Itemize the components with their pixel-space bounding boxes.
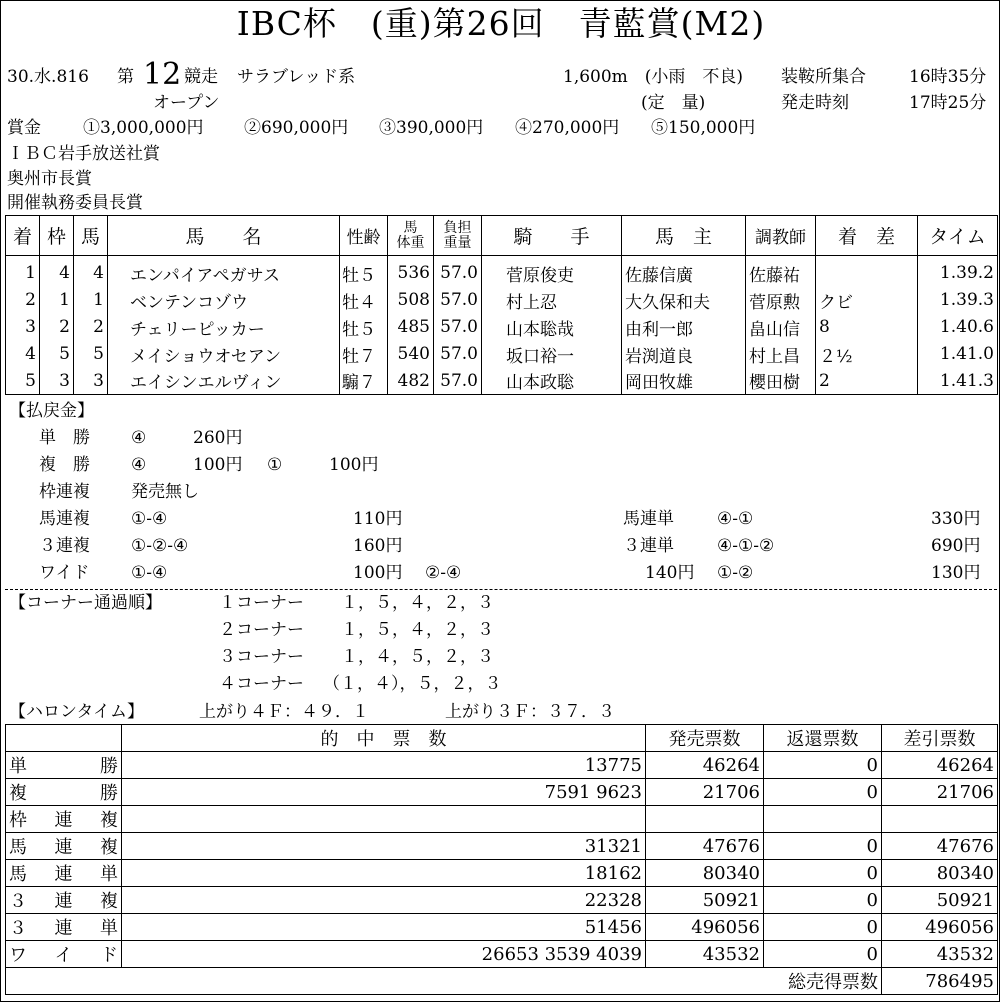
corner-3-order: １，４，５，２，３ [341, 647, 494, 667]
ticket-type [6, 941, 122, 968]
result-time: 1.41.0 [918, 341, 998, 368]
ticket-type-char: 複 [100, 810, 118, 831]
sanren-fuku-label: ３連複 [39, 536, 90, 556]
result-row [6, 256, 998, 287]
ticket-sold: 80340 [646, 860, 764, 887]
result-row [6, 341, 998, 368]
total-value: 786495 [882, 968, 998, 995]
result-horse-name: チェリーピッカー [108, 314, 340, 341]
ticket-net: 46264 [882, 752, 998, 779]
ticket-refund [764, 806, 882, 833]
payout-heading: 【払戻金】 [9, 401, 94, 421]
result-trainer: 櫻田樹 [746, 368, 816, 395]
ticket-type-char: 複 [100, 837, 118, 858]
ticket-type-char: 枠 [9, 810, 27, 831]
fukusho-combo-2: ① [267, 455, 283, 475]
ticket-type-char: イ [54, 945, 73, 966]
award-2: 奥州市長賞 [7, 169, 92, 189]
result-bracket: 1 [40, 287, 74, 314]
umaren-fuku-combo: ①-④ [131, 509, 168, 529]
ticket-type-char: 馬 [9, 864, 27, 885]
ticket-type [6, 887, 122, 914]
col-owner: 馬 主 [622, 216, 746, 256]
corner-3-label: ３コーナー [219, 647, 304, 667]
ticket-type-char: 連 [54, 837, 73, 858]
race-word-after: 競走 [184, 67, 218, 87]
ticket-type [6, 752, 122, 779]
wide-combo-3: ①-② [717, 563, 754, 583]
result-sex-age: 牡４ [340, 287, 388, 314]
result-horse-no: 4 [74, 256, 108, 287]
race-date: 30.水.816 [7, 67, 89, 87]
fukusho-amount-1: 100円 [193, 455, 243, 475]
ticket-sold: 47676 [646, 833, 764, 860]
col-margin: 着 差 [816, 216, 918, 256]
post-time: 17時25分 [909, 93, 987, 113]
race-word-before: 第 [117, 67, 134, 87]
ticket-hits: 26653 3539 4039 [122, 941, 646, 968]
ticket-hits: 18162 [122, 860, 646, 887]
prize-4: ④270,000円 [515, 118, 620, 138]
result-body-weight: 536 [388, 256, 434, 287]
ticket-type-char: ３ [9, 918, 27, 939]
ticket-refund: 0 [764, 941, 882, 968]
ticket-hits [122, 806, 646, 833]
ticket-type-char: 勝 [100, 756, 118, 777]
wakuren-label: 枠連複 [39, 482, 90, 502]
halon-last4f: 上がり４Ｆ：４９．１ [199, 702, 369, 722]
result-owner: 由利一郎 [622, 314, 746, 341]
result-trainer: 佐藤祐 [746, 256, 816, 287]
result-carried-weight: 57.0 [434, 287, 482, 314]
ticket-row [6, 860, 998, 887]
result-horse-no: 2 [74, 314, 108, 341]
ticket-refund-header: 返還票数 [764, 725, 882, 752]
ticket-row [6, 941, 998, 968]
wide-amount-3: 130円 [931, 563, 981, 583]
ticket-sold-header: 発売票数 [646, 725, 764, 752]
wakuren-note: 発売無し [131, 482, 199, 502]
ticket-net: 50921 [882, 887, 998, 914]
ticket-hits: 31321 [122, 833, 646, 860]
assembly-time: 16時35分 [909, 67, 987, 87]
prize-1: ①3,000,000円 [83, 118, 204, 138]
result-finish: 5 [6, 368, 40, 395]
ticket-hits: 13775 [122, 752, 646, 779]
ticket-refund: 0 [764, 887, 882, 914]
result-horse-name: メイショウオセアン [108, 341, 340, 368]
result-body-weight: 482 [388, 368, 434, 395]
distance-weather: 1,600m (小雨 不良) [563, 67, 744, 87]
result-sex-age: 騸７ [340, 368, 388, 395]
ticket-net-header: 差引票数 [882, 725, 998, 752]
ticket-type-char: 連 [54, 918, 73, 939]
ticket-type [6, 860, 122, 887]
weight-rule: (定 量) [641, 93, 706, 113]
ticket-type [6, 833, 122, 860]
corner-1-order: １，５，４，２，３ [341, 593, 494, 613]
result-time: 1.39.2 [918, 256, 998, 287]
ticket-net: 496056 [882, 914, 998, 941]
result-time: 1.39.3 [918, 287, 998, 314]
col-bracket: 枠 [40, 216, 74, 256]
result-row [6, 287, 998, 314]
sanren-fuku-combo: ①-②-④ [131, 536, 189, 556]
race-title: IBC杯 (重)第26回 青藍賞(M2) [236, 4, 766, 43]
ticket-refund: 0 [764, 779, 882, 806]
result-owner: 大久保和夫 [622, 287, 746, 314]
race-number: 12 [143, 57, 182, 92]
ticket-hits: 7591 9623 [122, 779, 646, 806]
fukusho-label: 複 勝 [39, 455, 90, 475]
ticket-sold: 50921 [646, 887, 764, 914]
ticket-net [882, 806, 998, 833]
result-horse-name: ベンテンコゾウ [108, 287, 340, 314]
result-owner: 岡田牧雄 [622, 368, 746, 395]
ticket-type [6, 779, 122, 806]
wide-amount-1: 100円 [353, 563, 403, 583]
result-margin: ２½ [816, 341, 918, 368]
result-finish: 3 [6, 314, 40, 341]
ticket-row [6, 779, 998, 806]
result-finish: 2 [6, 287, 40, 314]
ticket-row [6, 914, 998, 941]
results-header-row [6, 216, 998, 256]
halon-heading: 【ハロンタイム】 [9, 702, 144, 722]
ticket-type-char: 複 [100, 891, 118, 912]
result-time: 1.41.3 [918, 368, 998, 395]
ticket-net: 80340 [882, 860, 998, 887]
result-row [6, 368, 998, 395]
col-trainer: 調教師 [746, 216, 816, 256]
ticket-refund: 0 [764, 914, 882, 941]
sanren-tan-amount: 690円 [931, 536, 981, 556]
wide-amount-2: 140円 [645, 563, 695, 583]
col-horse-name: 馬 名 [108, 216, 340, 256]
col-time: タイム [918, 216, 998, 256]
result-bracket: 3 [40, 368, 74, 395]
tansho-amount: 260円 [193, 428, 243, 448]
ticket-type-char: 連 [54, 810, 73, 831]
ticket-type-char: ワ [9, 945, 27, 966]
race-class: オープン [153, 93, 220, 113]
result-jockey: 山本聡哉 [482, 314, 622, 341]
result-jockey: 菅原俊吏 [482, 256, 622, 287]
sanren-fuku-amount: 160円 [353, 536, 403, 556]
prize-5: ⑤150,000円 [651, 118, 756, 138]
fukusho-amount-2: 100円 [329, 455, 379, 475]
ticket-type-char: 勝 [100, 783, 118, 804]
ticket-row [6, 806, 998, 833]
result-bracket: 2 [40, 314, 74, 341]
ticket-type-char: 馬 [9, 837, 27, 858]
results-table [5, 215, 998, 395]
col-body-weight: 馬 体重 [388, 216, 434, 256]
prize-label: 賞金 [7, 118, 41, 138]
result-time: 1.40.6 [918, 314, 998, 341]
col-horse-no: 馬 [74, 216, 108, 256]
ticket-type-char: 単 [9, 756, 27, 777]
ticket-header-row [6, 725, 998, 752]
ticket-net: 43532 [882, 941, 998, 968]
result-body-weight: 540 [388, 341, 434, 368]
result-row [6, 314, 998, 341]
ticket-type-char: 複 [9, 783, 27, 804]
post-label: 発走時刻 [781, 93, 849, 113]
result-horse-name: エイシンエルヴィン [108, 368, 340, 395]
tansho-combo: ④ [131, 428, 147, 448]
result-horse-no: 1 [74, 287, 108, 314]
ticket-refund: 0 [764, 860, 882, 887]
result-horse-name: エンパイアペガサス [108, 256, 340, 287]
award-1: ＩＢＣ岩手放送社賞 [7, 144, 160, 164]
col-carried-weight: 負担 重量 [434, 216, 482, 256]
prize-3: ③390,000円 [379, 118, 484, 138]
corner-2-label: ２コーナー [219, 620, 304, 640]
ticket-row [6, 833, 998, 860]
ticket-hits: 51456 [122, 914, 646, 941]
wide-label: ワイド [39, 563, 90, 583]
result-finish: 1 [6, 256, 40, 287]
result-body-weight: 508 [388, 287, 434, 314]
ticket-sold: 496056 [646, 914, 764, 941]
result-sex-age: 牡７ [340, 341, 388, 368]
ticket-type-char: 単 [100, 918, 118, 939]
result-margin [816, 256, 918, 287]
col-jockey: 騎 手 [482, 216, 622, 256]
result-margin: 8 [816, 314, 918, 341]
ticket-type [6, 914, 122, 941]
award-3: 開催執務委員長賞 [7, 193, 143, 213]
ticket-type-char: 単 [100, 864, 118, 885]
ticket-type [6, 806, 122, 833]
umaren-fuku-amount: 110円 [353, 509, 403, 529]
result-margin: クビ [816, 287, 918, 314]
ticket-total-row [6, 968, 998, 995]
ticket-sold: 43532 [646, 941, 764, 968]
ticket-row [6, 752, 998, 779]
result-trainer: 村上昌 [746, 341, 816, 368]
divider-payout [5, 589, 997, 590]
ticket-sold: 46264 [646, 752, 764, 779]
ticket-sold: 21706 [646, 779, 764, 806]
corner-4-order: （１，４），５，２，３ [323, 674, 502, 694]
col-finish: 着 [6, 216, 40, 256]
result-bracket: 4 [40, 256, 74, 287]
result-body-weight: 485 [388, 314, 434, 341]
result-owner: 佐藤信廣 [622, 256, 746, 287]
assembly-label: 装鞍所集合 [781, 67, 866, 87]
result-jockey: 坂口裕一 [482, 341, 622, 368]
ticket-type-char: ド [100, 945, 118, 966]
ticket-refund: 0 [764, 752, 882, 779]
total-label: 総売得票数 [6, 968, 882, 995]
result-carried-weight: 57.0 [434, 341, 482, 368]
result-carried-weight: 57.0 [434, 256, 482, 287]
ticket-row [6, 887, 998, 914]
ticket-hits: 22328 [122, 887, 646, 914]
result-margin: 2 [816, 368, 918, 395]
result-sex-age: 牡５ [340, 314, 388, 341]
ticket-type-char: 連 [54, 891, 73, 912]
result-finish: 4 [6, 341, 40, 368]
breed: サラブレッド系 [237, 67, 356, 87]
sanren-tan-label: ３連単 [623, 536, 674, 556]
ticket-type-char: ３ [9, 891, 27, 912]
result-jockey: 村上忍 [482, 287, 622, 314]
halon-last3f: 上がり３Ｆ：３７．３ [445, 702, 615, 722]
result-owner: 岩渕道良 [622, 341, 746, 368]
umaren-tan-combo: ④-① [717, 509, 754, 529]
result-carried-weight: 57.0 [434, 314, 482, 341]
ticket-count-table [5, 724, 998, 995]
ticket-hits-header: 的 中 票 数 [122, 725, 646, 752]
umaren-tan-label: 馬連単 [623, 509, 674, 529]
result-trainer: 畠山信 [746, 314, 816, 341]
corner-heading: 【コーナー通過順】 [9, 593, 162, 613]
wide-combo-1: ①-④ [131, 563, 168, 583]
result-horse-no: 5 [74, 341, 108, 368]
result-trainer: 菅原勲 [746, 287, 816, 314]
col-sex-age: 性齢 [340, 216, 388, 256]
result-jockey: 山本政聡 [482, 368, 622, 395]
result-sex-age: 牡５ [340, 256, 388, 287]
corner-1-label: １コーナー [219, 593, 304, 613]
sanren-tan-combo: ④-①-② [717, 536, 775, 556]
result-horse-no: 3 [74, 368, 108, 395]
umaren-fuku-label: 馬連複 [39, 509, 90, 529]
ticket-net: 21706 [882, 779, 998, 806]
corner-4-label: ４コーナー [219, 674, 304, 694]
wide-combo-2: ②-④ [425, 563, 462, 583]
ticket-sold [646, 806, 764, 833]
ticket-refund: 0 [764, 833, 882, 860]
corner-2-order: １，５，４，２，３ [341, 620, 494, 640]
ticket-type-header [6, 725, 122, 752]
ticket-net: 47676 [882, 833, 998, 860]
umaren-tan-amount: 330円 [931, 509, 981, 529]
prize-2: ②690,000円 [244, 118, 349, 138]
result-bracket: 5 [40, 341, 74, 368]
fukusho-combo-1: ④ [131, 455, 147, 475]
result-carried-weight: 57.0 [434, 368, 482, 395]
ticket-type-char: 連 [54, 864, 73, 885]
tansho-label: 単 勝 [39, 428, 90, 448]
